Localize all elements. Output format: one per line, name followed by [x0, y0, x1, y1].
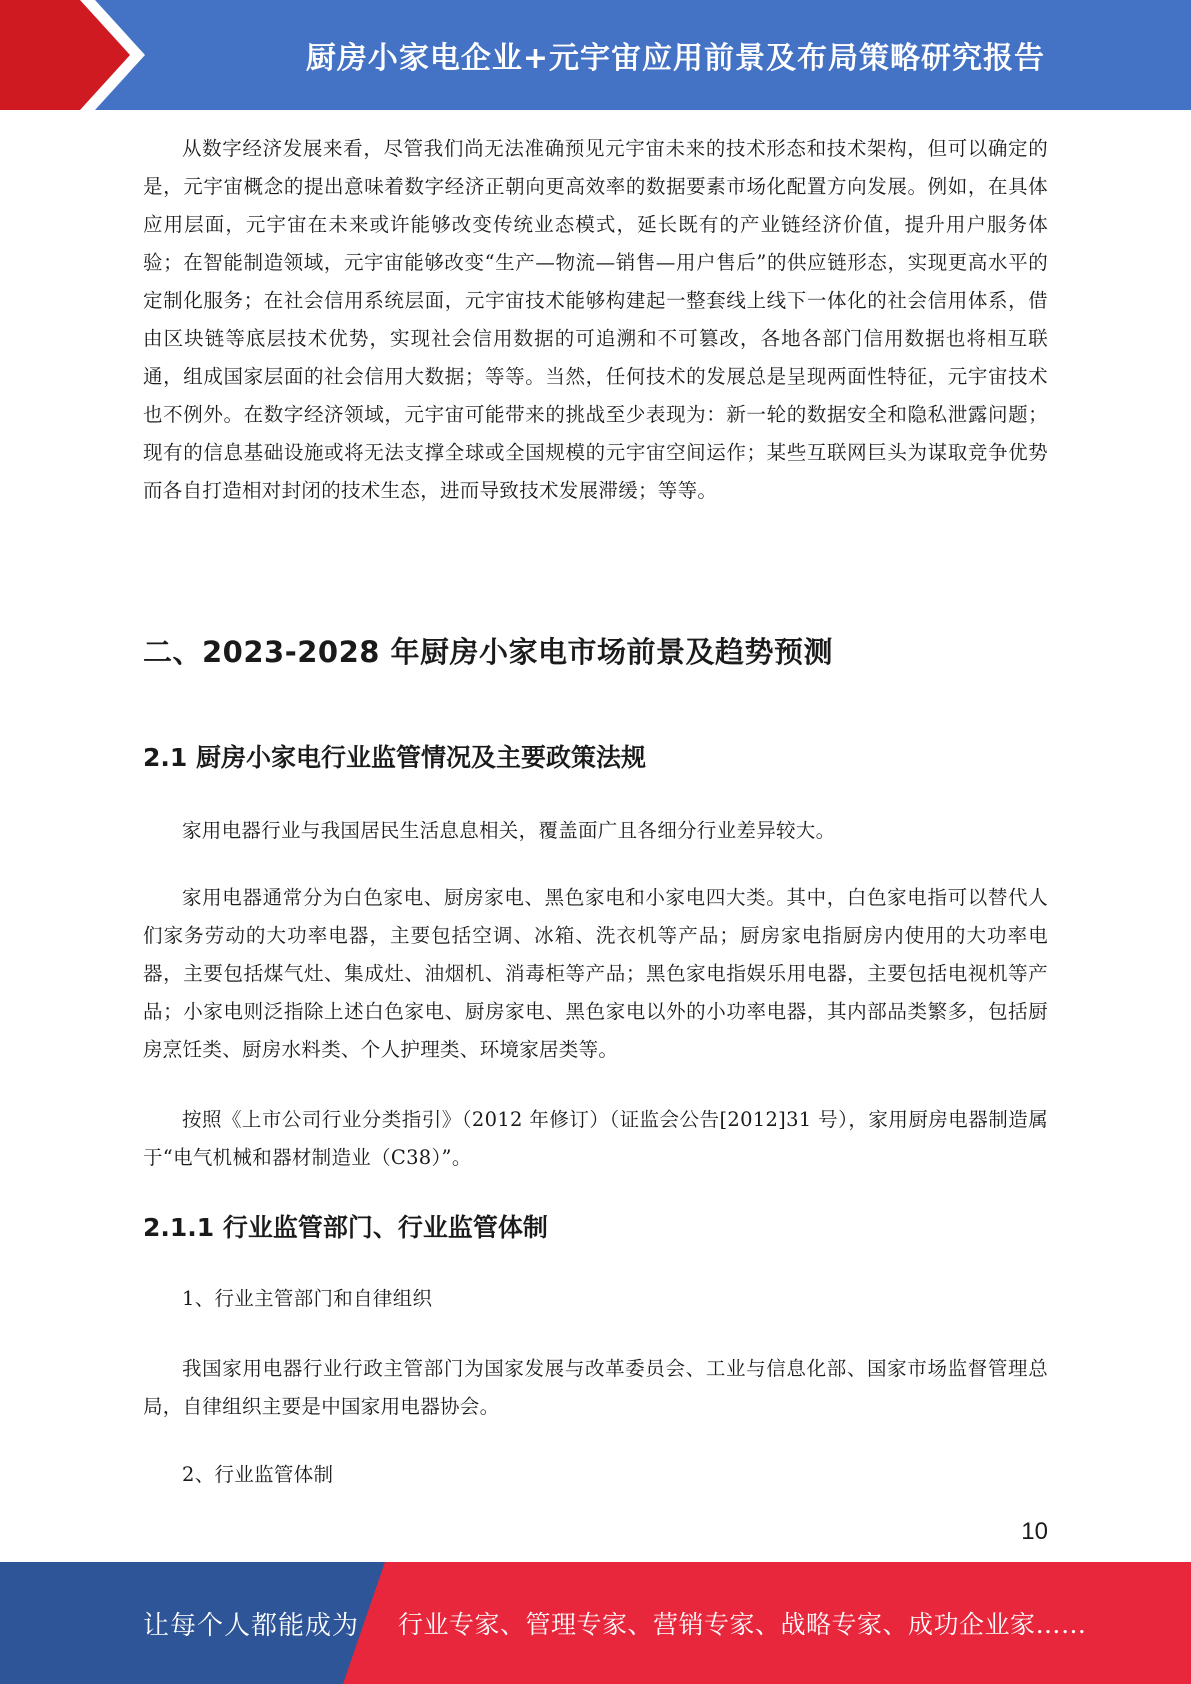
list-item	[143, 1456, 1048, 1494]
footer-slogan-right: 行业专家、管理专家、营销专家、战略专家、成功企业家……	[398, 1610, 1087, 1639]
footer-banner	[0, 1562, 1191, 1684]
intro-section	[143, 130, 1048, 510]
subsection-heading-2-1-1: 2.1.1 行业监管部门、行业监管体制	[143, 1213, 548, 1242]
page-number: 10	[1021, 1518, 1048, 1545]
paragraph-block	[143, 1350, 1048, 1426]
paragraph: 家用电器行业与我国居民生活息息相关，覆盖面广且各细分行业差异较大。	[182, 819, 836, 842]
paragraph-block	[143, 812, 1048, 850]
paragraph: 家用电器通常分为白色家电、厨房家电、黑色家电和小家电四大类。其中，白色家电指可以替代人们家务劳动的大功率电器，主要包括空调、冰箱、洗衣机等产品；厨房家电指厨房内使用的大功率电器，主要包括煤气灶、集成灶、油烟机、消毒柜等产品；黑色家电指娱乐用电器，主要包括电视机等产品；小家电则泛指除上述白色家电、厨房家电、黑色家电以外的小功率电器，其内部品类繁多，包括厨房烹饪类、厨房水料类、个人护理类、环境家居类等。	[143, 886, 1048, 1061]
paragraph-block	[143, 879, 1048, 1069]
intro-paragraph: 从数字经济发展来看，尽管我们尚无法准确预见元宇宙未来的技术形态和技术架构，但可以确定的是，元宇宙概念的提出意味着数字经济正朝向更高效率的数据要素市场化配置方向发展。例如，在具体应用层面，元宇宙在未来或许能够改变传统业态模式，延长既有的产业链经济价值，提升用户服务体验；在智能制造领域，元宇宙能够改变“生产—物流—销售—用户售后”的供应链形态，实现更高水平的定制化服务；在社会信用系统层面，元宇宙技术能够构建起一整套线上线下一体化的社会信用体系，借由区块链等底层技术优势，实现社会信用数据的可追溯和不可篡改，各地各部门信用数据也将相互联通，组成国家层面的社会信用大数据；等等。当然，任何技术的发展总是呈现两面性特征，元宇宙技术也不例外。在数字经济领域，元宇宙可能带来的挑战至少表现为：新一轮的数据安全和隐私泄露问题；现有的信息基础设施或将无法支撑全球或全国规模的元宇宙空间运作；某些互联网巨头为谋取竞争优势而各自打造相对封闭的技术生态，进而导致技术发展滞缓；等等。	[143, 137, 1048, 502]
paragraph-block	[143, 1101, 1048, 1177]
subsection-heading-2-1: 2.1 厨房小家电行业监管情况及主要政策法规	[143, 743, 646, 772]
paragraph: 我国家用电器行业行政主管部门为国家发展与改革委员会、工业与信息化部、国家市场监督管理总局，自律组织主要是中国家用电器协会。	[143, 1357, 1048, 1418]
paragraph: 按照《上市公司行业分类指引》（2012 年修订）（证监会公告[2012]31 号），家用厨房电器制造属于“电气机械和器材制造业（C38）”。	[143, 1108, 1048, 1169]
list-item-label: 2、行业监管体制	[182, 1463, 334, 1486]
footer-slogan-left: 让每个人都能成为	[143, 1610, 360, 1641]
header-banner	[0, 0, 1191, 110]
section-heading: 二、2023-2028 年厨房小家电市场前景及趋势预测	[143, 635, 834, 669]
list-item-label: 1、行业主管部门和自律组织	[182, 1287, 433, 1310]
list-item	[143, 1280, 1048, 1318]
report-title: 厨房小家电企业+元宇宙应用前景及布局策略研究报告	[305, 41, 1046, 76]
